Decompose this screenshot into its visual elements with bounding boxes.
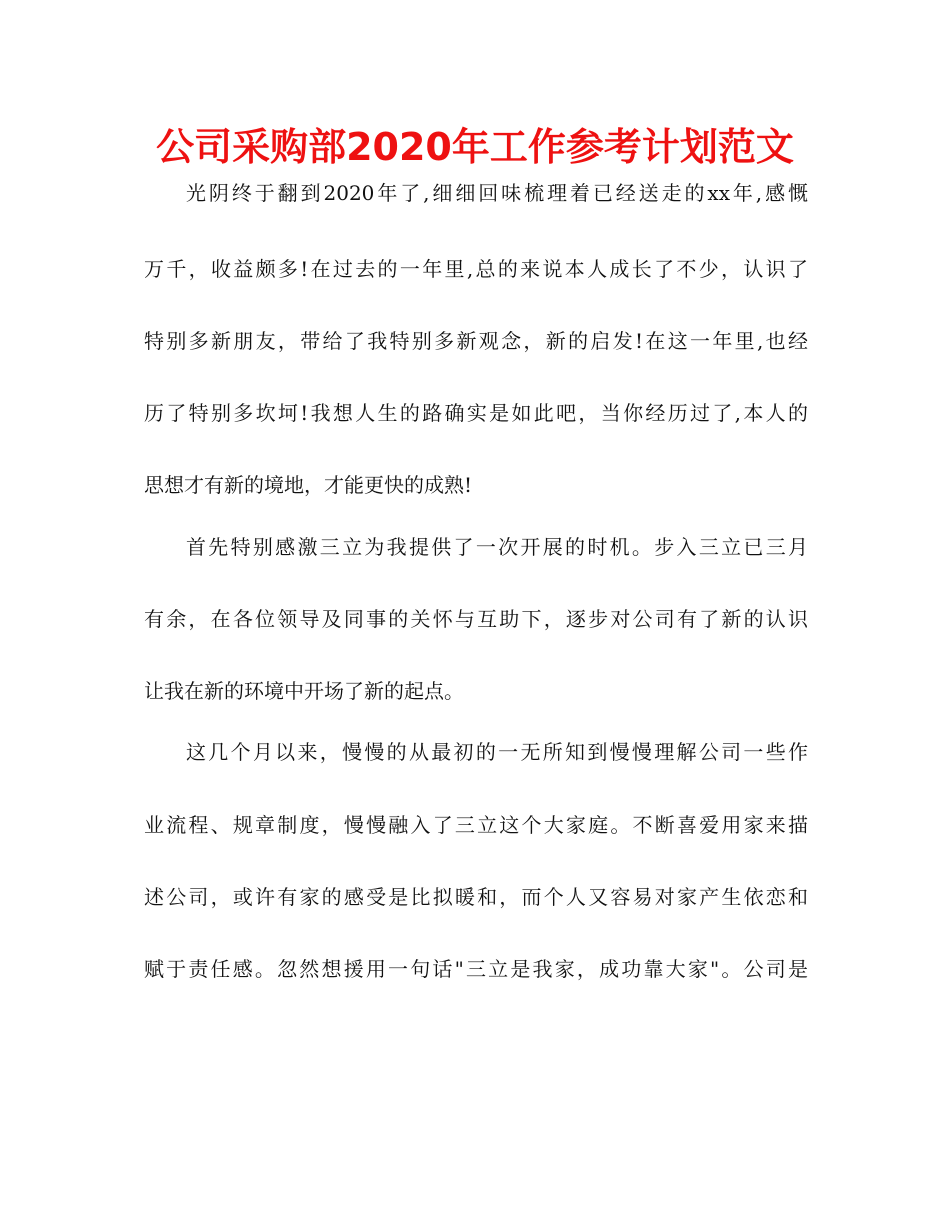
document-title: 公司采购部2020年工作参考计划范文	[156, 125, 794, 169]
body-line: 这几个月以来，慢慢的从最初的一无所知到慢慢理解公司一些作	[186, 740, 808, 764]
body-line: 述公司，或许有家的感受是比拟暖和，而个人又容易对家产生依恋和	[144, 885, 808, 909]
body-line: 有余，在各位领导及同事的关怀与互助下，逐步对公司有了新的认识	[144, 607, 808, 631]
body-line: 让我在新的环境中开场了新的起点。	[144, 679, 464, 703]
body-line: 思想才有新的境地，才能更快的成熟!	[144, 473, 473, 497]
body-line: 万千，收益颇多!在过去的一年里,总的来说本人成长了不少，认识了	[144, 257, 808, 281]
body-line: 历了特别多坎坷!我想人生的路确实是如此吧，当你经历过了,本人的	[144, 401, 808, 425]
body-line: 特别多新朋友，带给了我特别多新观念，新的启发!在这一年里,也经	[144, 329, 808, 353]
body-line: 赋于责任感。忽然想援用一句话"三立是我家，成功靠大家"。公司是	[144, 957, 808, 981]
body-line: 首先特别感激三立为我提供了一次开展的时机。步入三立已三月	[186, 535, 808, 559]
body-line: 业流程、规章制度，慢慢融入了三立这个大家庭。不断喜爱用家来描	[144, 813, 808, 837]
body-line: 光阴终于翻到2020年了,细细回味梳理着已经送走的xx年,感慨	[186, 181, 808, 205]
